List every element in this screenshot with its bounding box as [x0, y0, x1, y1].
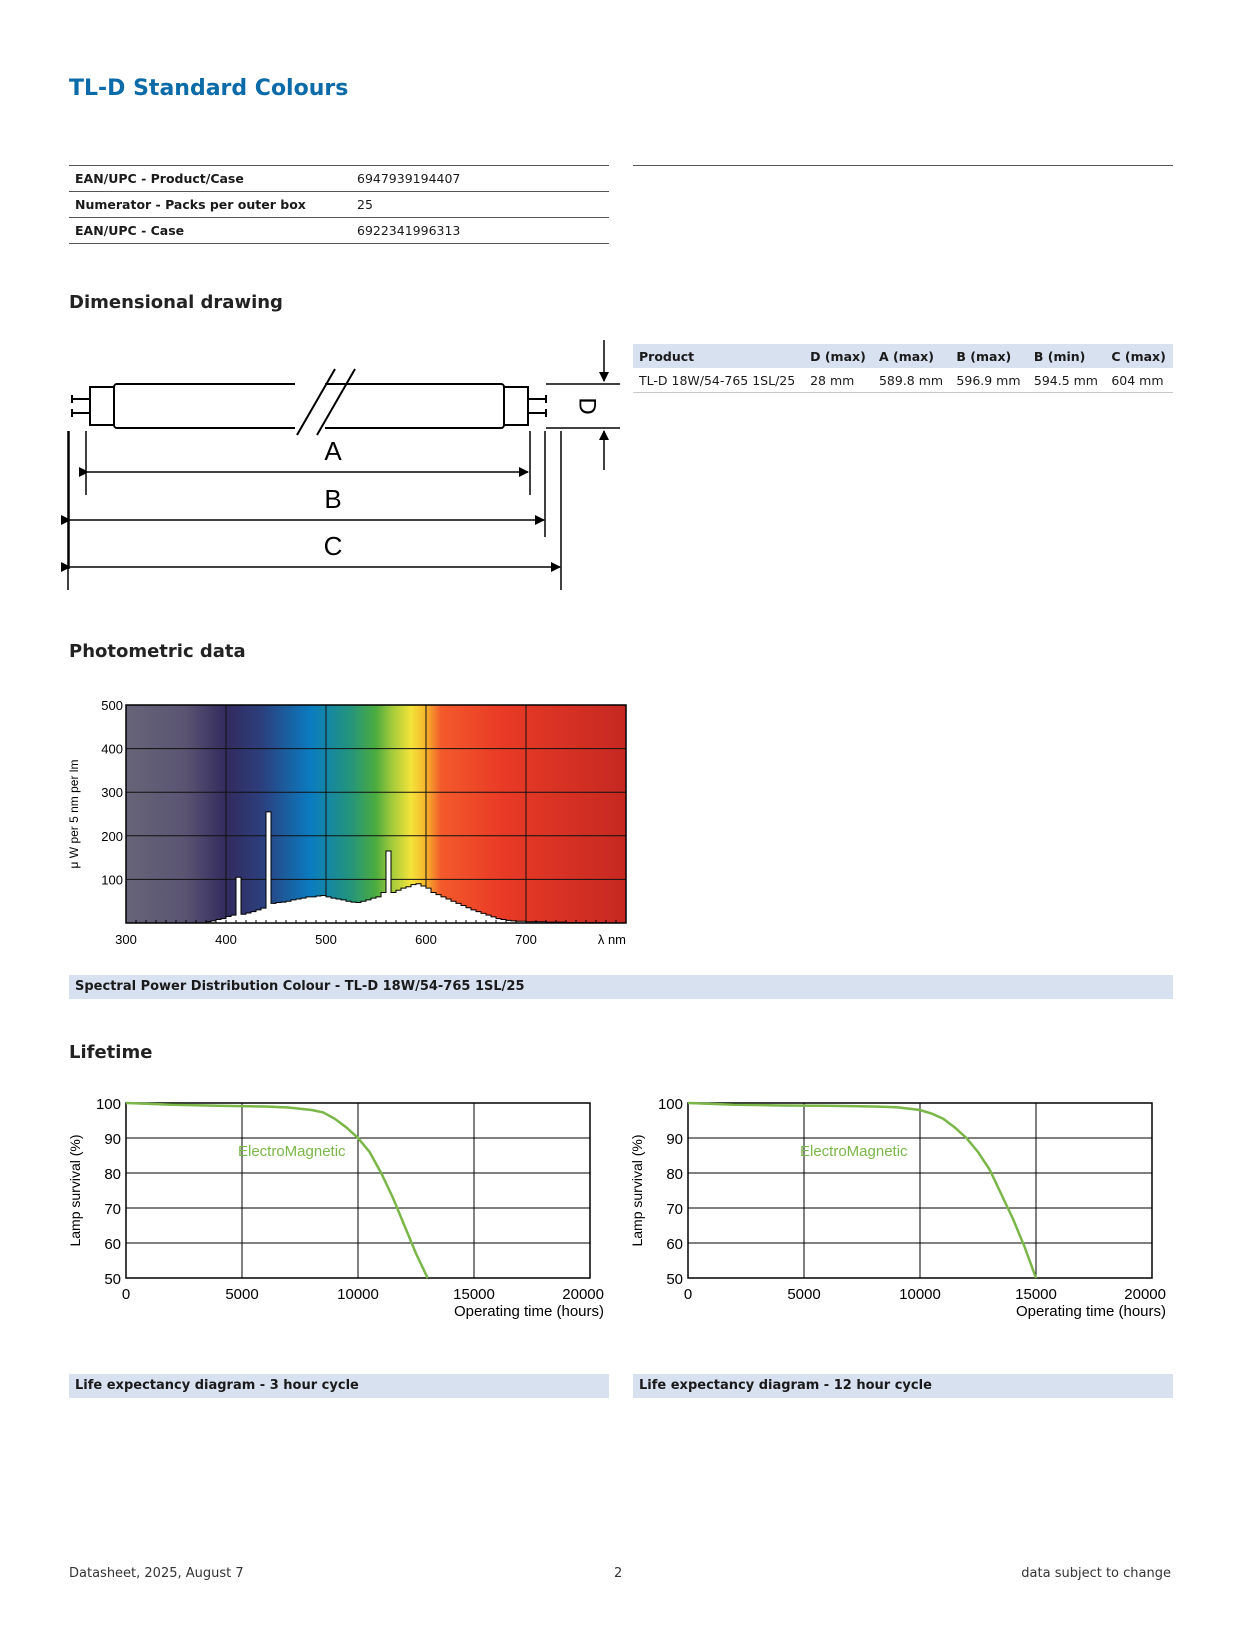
dim-label-c: C: [323, 531, 343, 561]
y-tick-label: 70: [666, 1201, 683, 1218]
info-value: 6947939194407: [351, 166, 609, 192]
page-number: 2: [614, 1566, 623, 1581]
x-tick-label: 5000: [225, 1286, 259, 1303]
column-header: B (min): [1028, 344, 1105, 368]
y-tick-label: 300: [101, 785, 123, 801]
table-header-row: [633, 344, 1173, 368]
column-header: C (max): [1105, 344, 1173, 368]
divider: [633, 165, 1173, 166]
y-tick-label: 70: [104, 1201, 121, 1218]
spectral-chart: [60, 690, 640, 947]
footer-date: Datasheet, 2025, August 7: [69, 1566, 244, 1581]
life-caption-12h: Life expectancy diagram - 12 hour cycle: [633, 1374, 1173, 1398]
cell: 589.8 mm: [873, 368, 950, 393]
x-tick-label: 5000: [787, 1286, 821, 1303]
y-tick-label: 60: [104, 1236, 121, 1253]
photometric-heading: Photometric data: [69, 641, 246, 662]
x-tick-label: 10000: [899, 1286, 941, 1303]
product-info-table: [69, 165, 609, 244]
dimensional-heading: Dimensional drawing: [69, 292, 283, 313]
series-label: ElectroMagnetic: [800, 1143, 908, 1160]
series-line-electromagnetic: [126, 1103, 428, 1278]
x-tick-label: 20000: [562, 1286, 604, 1303]
x-tick-label: 0: [683, 1286, 693, 1303]
dim-label-a: A: [324, 436, 342, 466]
x-tick-label: 0: [121, 1286, 131, 1303]
x-tick-label: 10000: [337, 1286, 379, 1303]
table-row: [633, 368, 1173, 393]
lifetime-heading: Lifetime: [69, 1042, 153, 1063]
dimensions-table: [633, 344, 1173, 393]
spectrum-background: [126, 705, 626, 923]
x-tick-label: 500: [315, 932, 337, 947]
y-tick-label: 50: [666, 1271, 683, 1288]
y-tick-label: 80: [104, 1166, 121, 1183]
spectral-caption: Spectral Power Distribution Colour - TL-D 18W/54-765 1SL/25: [69, 975, 1173, 999]
y-axis-label: μ W per 5 nm per lm: [67, 759, 81, 869]
table-row: [69, 192, 609, 218]
y-tick-label: 80: [666, 1166, 683, 1183]
dim-label-b: B: [324, 484, 342, 514]
column-header: D (max): [804, 344, 873, 368]
x-tick-label: 15000: [453, 1286, 495, 1303]
page-title: TL-D Standard Colours: [69, 76, 349, 101]
info-label: EAN/UPC - Product/Case: [69, 166, 351, 192]
x-tick-label: 400: [215, 932, 237, 947]
info-value: 25: [351, 192, 609, 218]
column-header: Product: [633, 344, 804, 368]
life-chart-12h: [622, 1090, 1182, 1330]
dim-label-d: D: [573, 397, 601, 415]
series-label: ElectroMagnetic: [238, 1143, 346, 1160]
y-tick-label: 200: [101, 828, 123, 844]
x-axis-label: λ nm: [597, 932, 626, 947]
info-label: EAN/UPC - Case: [69, 218, 351, 244]
y-tick-label: 100: [657, 1096, 683, 1113]
y-tick-label: 400: [101, 741, 123, 757]
y-axis-label: Lamp survival (%): [629, 1134, 645, 1247]
y-tick-label: 60: [666, 1236, 683, 1253]
y-tick-label: 500: [101, 698, 123, 713]
cell: TL-D 18W/54-765 1SL/25: [633, 368, 804, 393]
column-header: A (max): [873, 344, 950, 368]
x-tick-label: 700: [515, 932, 537, 947]
y-tick-label: 100: [101, 872, 123, 888]
cell: 594.5 mm: [1028, 368, 1105, 393]
dimensional-drawing: [60, 335, 601, 605]
column-header: B (max): [950, 344, 1027, 368]
y-tick-label: 90: [666, 1131, 683, 1148]
x-tick-label: 600: [415, 932, 437, 947]
cell: 28 mm: [804, 368, 873, 393]
y-tick-label: 100: [95, 1096, 121, 1113]
table-row: [69, 166, 609, 192]
life-caption-3h: Life expectancy diagram - 3 hour cycle: [69, 1374, 609, 1398]
cell: 596.9 mm: [950, 368, 1027, 393]
y-tick-label: 90: [104, 1131, 121, 1148]
x-axis-label: Operating time (hours): [453, 1303, 604, 1320]
x-tick-label: 15000: [1015, 1286, 1057, 1303]
cell: 604 mm: [1105, 368, 1173, 393]
info-label: Numerator - Packs per outer box: [69, 192, 351, 218]
series-line-electromagnetic: [688, 1103, 1036, 1278]
y-axis-label: Lamp survival (%): [67, 1134, 83, 1247]
info-value: 6922341996313: [351, 218, 609, 244]
table-row: [69, 218, 609, 244]
x-axis-label: Operating time (hours): [1015, 1303, 1166, 1320]
footer-note: data subject to change: [1021, 1566, 1171, 1581]
x-tick-label: 300: [115, 932, 137, 947]
x-tick-label: 20000: [1124, 1286, 1166, 1303]
life-chart-3h: [60, 1090, 620, 1330]
y-tick-label: 50: [104, 1271, 121, 1288]
